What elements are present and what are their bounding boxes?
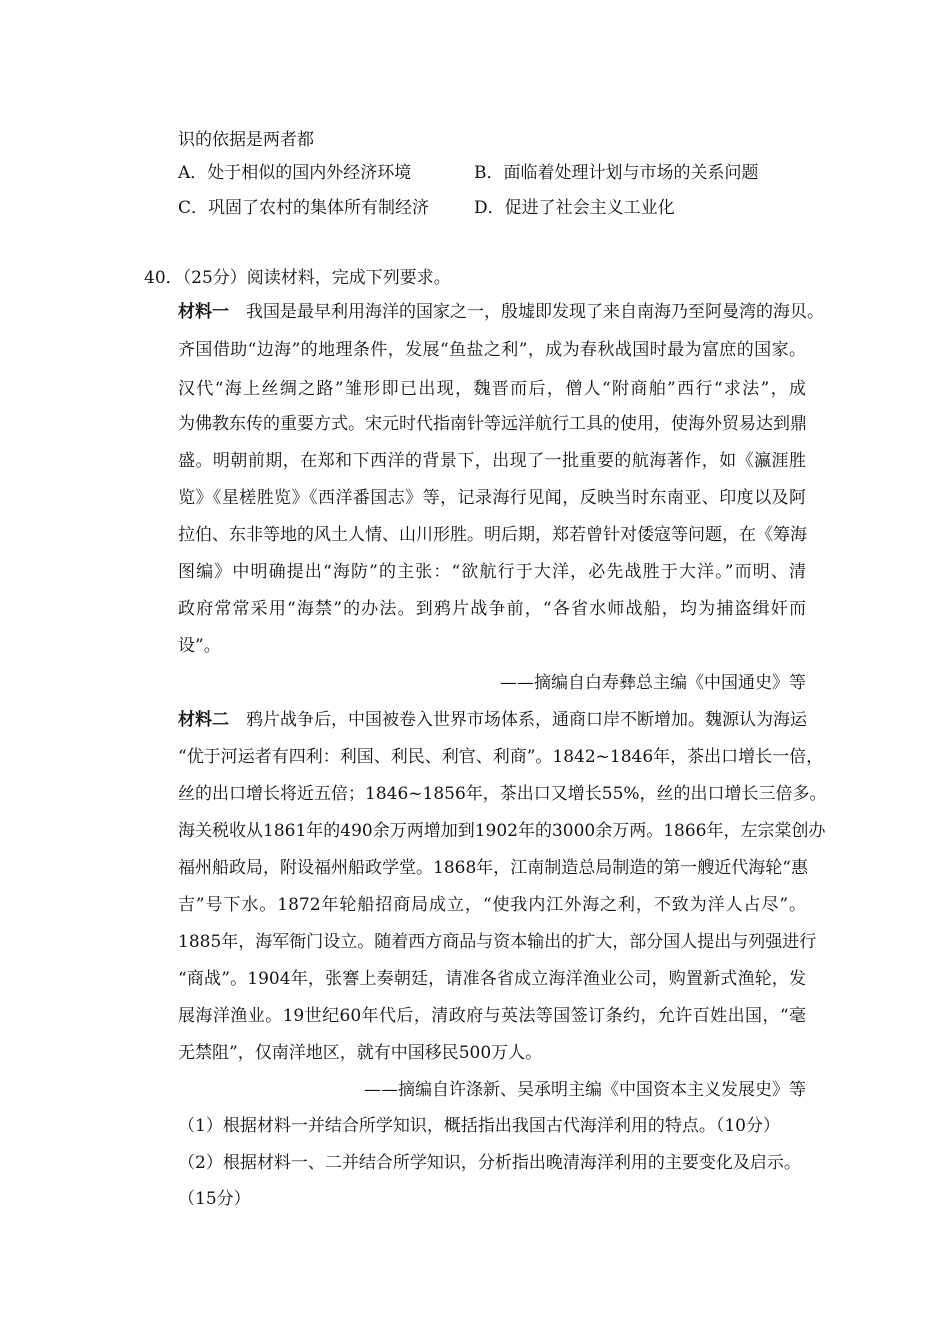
option-a: A．处于相似的国内外经济环境 (178, 163, 412, 183)
material1-line-4: 为佛教东传的重要方式。宋元时代指南针等远洋航行工具的使用，使海外贸易达到鼎 (178, 414, 807, 434)
material2-line-1 (178, 709, 806, 731)
option-d: D．促进了社会主义工业化 (474, 198, 675, 218)
material2-line-3: 丝的出口增长将近五倍；1846~1856年，茶出口又增长55%，丝的出口增长三倍多。 (178, 784, 827, 804)
material1-line-5: 盛。明朝前期，在郑和下西洋的背景下，出现了一批重要的航海著作，如《瀛涯胜 (178, 451, 806, 471)
question-40-header: 40．（25分）阅读材料，完成下列要求。 (144, 268, 451, 288)
material1-label: 材料一 (178, 302, 229, 322)
material1-source: ——摘编自白寿彝总主编《中国通史》等 (500, 673, 806, 693)
material1-line-9: 政府常常采用“海禁”的办法。到鸦片战争前，“各省水师战船，均为捕盗缉奸而 (178, 599, 806, 619)
sub-question-1: （1）根据材料一并结合所学知识，概括指出我国古代海洋利用的特点。（10分） (178, 1116, 780, 1136)
material1-line-10: 设”。 (178, 636, 221, 656)
option-b: B．面临着处理计划与市场的关系问题 (474, 163, 759, 183)
material1-line-7: 拉伯、东非等地的风土人情、山川形胜。明后期，郑若曾针对倭寇等问题，在《筹海 (178, 525, 807, 545)
material1-line-6: 览》《星槎胜览》《西洋番国志》等，记录海行见闻，反映当时东南亚、印度以及阿 (178, 488, 806, 508)
material1-line-2: 齐国借助“边海”的地理条件，发展“鱼盐之利”，成为春秋战国时最为富庶的国家。 (178, 340, 806, 360)
option-c: C．巩固了农村的集体所有制经济 (178, 198, 430, 218)
material2-line-10: 无禁阻”，仅南洋地区，就有中国移民500万人。 (178, 1043, 543, 1063)
material2-line-7: 1885年，海军衙门设立。随着西方商品与资本输出的扩大，部分国人提出与列强进行 (178, 932, 817, 952)
material2-line-1-text: 鸦片战争后，中国被卷入世界市场体系，通商口岸不断增加。魏源认为海运 (246, 710, 807, 730)
sub-question-2-score: （15分） (178, 1189, 251, 1209)
prev-question-stem-tail: 识的依据是两者都 (178, 130, 314, 150)
material1-line-8: 图编》中明确提出“海防”的主张：“欲航行于大洋，必先战胜于大洋。”而明、清 (178, 562, 806, 582)
material2-line-6: 吉”号下水。1872年轮船招商局成立，“使我内江外海之利，不致为洋人占尽”。 (178, 895, 806, 915)
material2-line-5: 福州船政局，附设福州船政学堂。1868年，江南制造总局制造的第一艘近代海轮“惠 (178, 858, 808, 878)
material2-line-4: 海关税收从1861年的490余万两增加到1902年的3000余万两。1866年，左宗棠创办 (178, 821, 826, 841)
sub-question-2: （2）根据材料一、二并结合所学知识，分析指出晚清海洋利用的主要变化及启示。 (178, 1153, 801, 1173)
material1-line-3: 汉代“海上丝绸之路”雏形即已出现，魏晋而后，僧人“附商舶”西行“求法”，成 (178, 379, 806, 399)
material1-line-1-text: 我国是最早利用海洋的国家之一，殷墟即发现了来自南海乃至阿曼湾的海贝。 (246, 302, 824, 322)
material2-label: 材料二 (178, 710, 229, 730)
material2-line-8: “商战”。1904年，张謇上奏朝廷，请准各省成立海洋渔业公司，购置新式渔轮，发 (178, 969, 806, 989)
material2-source: ——摘编自许涤新、吴承明主编《中国资本主义发展史》等 (364, 1080, 806, 1100)
material1-line-1 (178, 301, 824, 323)
material2-line-9: 展海洋渔业。19世纪60年代后，清政府与英法等国签订条约，允许百姓出国，“毫 (178, 1006, 806, 1026)
material2-line-2: “优于河运者有四利：利国、利民、利官、利商”。1842~1846年，茶出口增长一倍， (178, 747, 824, 767)
